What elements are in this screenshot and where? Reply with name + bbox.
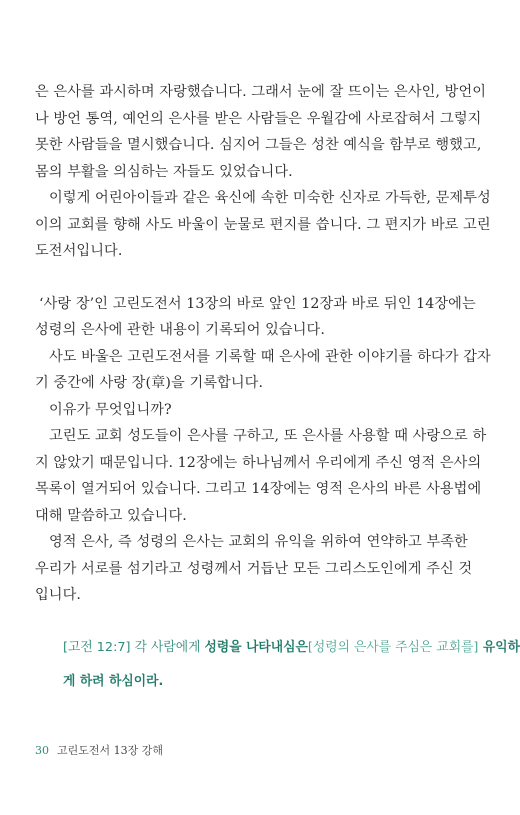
paragraph-1 [35,79,487,185]
text-line: 이의 교회를 향해 사도 바울이 눈물로 편지를 씁니다. 그 편지가 바로 고린 [35,216,491,233]
verse-reference: [고전 12:7] [63,640,131,655]
verse-text: 각 사람에게 [130,640,205,655]
page-footer [35,742,163,758]
text-line: 성령의 은사에 관한 내용이 기록되어 있습니다. [35,322,325,338]
verse-emphasis: 유익하 [478,640,520,655]
text-line: 사도 바울은 고린도전서를 기록할 때 은사에 관한 이야기를 하다가 갑자 [49,348,491,365]
paragraph-7 [35,529,473,609]
text-line: ‘사랑 장’인 고린도전서 13장의 바로 앞인 12장과 바로 뒤인 14장에는 [39,295,476,312]
text-line: 고린도 교회 성도들이 은사를 구하고, 또 은사를 사용할 때 사랑으로 하 [49,428,487,444]
text-line: 은 은사를 과시하며 자랑했습니다. 그래서 눈에 잘 뜨이는 은사인, 방언이 [35,84,487,100]
book-title: 고린도전서 13장 강해 [57,744,163,757]
paragraph-gap [35,265,465,291]
text-line: 입니다. [35,587,82,603]
paragraph-5 [35,397,465,424]
text-line: 나 방언 통역, 예언의 은사를 받은 사람들은 우월감에 사로잡혀서 그렇지 [35,110,482,127]
text-line: 영적 은사, 즉 성령의 은사는 교회의 유익을 위하여 연약하고 부족한 [49,534,468,550]
verse-annotation: [성령의 은사를 주심은 교회를] [307,640,479,655]
text-line: 이유가 무엇입니까? [49,401,172,418]
paragraph-6 [35,423,487,529]
text-line: 지 않았기 때문입니다. 12장에는 하나님께서 우리에게 주신 영적 은사의 [35,454,482,471]
paragraph-4 [35,344,491,397]
body-text [35,79,491,609]
scripture-line: 게 하려 하심이라. [63,674,164,689]
paragraph-2 [35,185,491,265]
text-line: 대해 말씀하고 있습니다. [35,507,187,524]
text-line: 기 중간에 사랑 장(章)을 기록합니다. [35,375,264,391]
text-line: 도전서입니다. [35,243,123,259]
text-line: 몸의 부활을 의심하는 자들도 있었습니다. [35,163,293,180]
text-line: 목록이 열거되어 있습니다. 그리고 14장에는 영적 은사의 바른 사용법에 [35,481,482,497]
scripture-line [63,631,520,665]
text-line: 우리가 서로를 섬기라고 성령께서 거듭난 모든 그리스도인에게 주신 것 [35,560,473,577]
text-line: 이렇게 어린아이들과 같은 육신에 속한 미숙한 신자로 가득한, 문제투성 [49,190,491,206]
paragraph-3 [35,291,476,344]
page-number: 30 [35,744,49,757]
text-line: 못한 사람들을 멸시했습니다. 심지어 그들은 성찬 예식을 함부로 행했고, [35,137,482,153]
verse-emphasis: 성령을 나타내심은 [204,640,308,655]
scripture-quote [63,631,520,699]
